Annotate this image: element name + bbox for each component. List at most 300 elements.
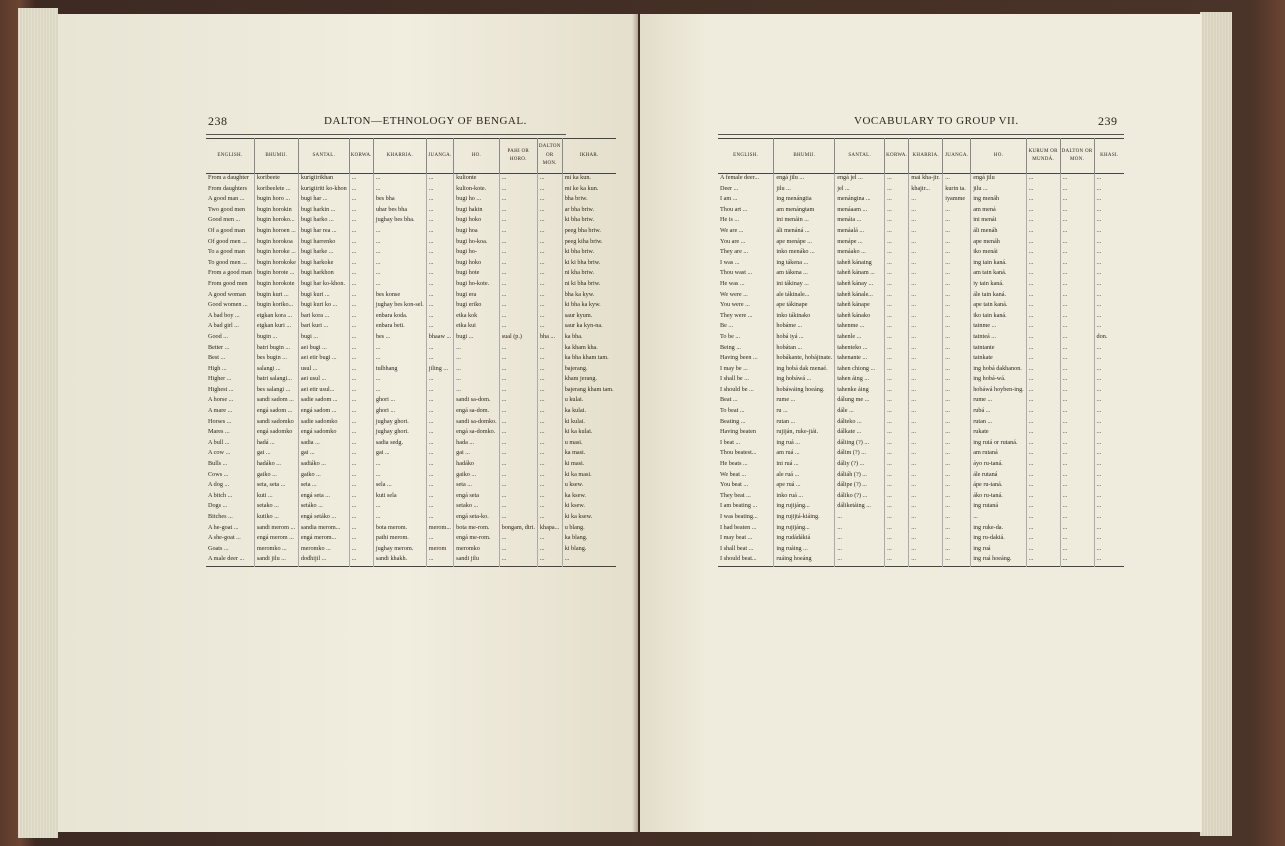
table-cell: menáaam ...	[835, 206, 885, 217]
table-cell: ...	[426, 238, 453, 249]
table-cell: A horse ...	[208, 396, 234, 404]
table-cell: ...	[943, 449, 971, 460]
table-cell: ...	[499, 291, 537, 302]
table-cell: ...	[943, 354, 971, 365]
table-row	[718, 407, 1124, 418]
table-cell: ...	[426, 407, 453, 418]
table-cell: ...	[537, 460, 562, 471]
table-cell: menáia ...	[835, 216, 885, 227]
table-cell: ...	[909, 428, 943, 439]
table-cell: bugi ho-kote.	[454, 280, 500, 291]
table-cell: ...	[885, 344, 909, 355]
table-cell: ...	[499, 216, 537, 227]
table-cell: kurin ta.	[943, 185, 971, 196]
table-cell: ...	[454, 375, 500, 386]
table-row	[718, 174, 1124, 185]
table-cell: ...	[1026, 280, 1060, 291]
table-row	[718, 291, 1124, 302]
table-cell: bugi hakin	[454, 206, 500, 217]
table-cell: ...	[1026, 513, 1060, 524]
table-cell: ...	[499, 206, 537, 217]
table-cell: ...	[349, 238, 373, 249]
table-cell: ...	[1060, 174, 1094, 185]
table-cell: ...	[454, 386, 500, 397]
table-cell: khajir...	[909, 185, 943, 196]
table-cell: ing tain kaná.	[971, 259, 1027, 270]
table-cell: setako ...	[454, 502, 500, 513]
table-cell: bugi hoko	[454, 216, 500, 227]
table-cell: menáako ...	[835, 248, 885, 259]
column-header: ENGLISH.	[217, 152, 243, 158]
table-cell: ...	[943, 428, 971, 439]
table-cell: bugi harkin ...	[298, 206, 349, 217]
table-cell: ...	[1094, 375, 1124, 386]
table-cell: meromko ...	[254, 545, 298, 556]
table-cell: sandi jilu	[454, 555, 500, 566]
table-cell: ...	[1094, 185, 1124, 196]
table-cell: ...	[835, 513, 885, 524]
table-cell: gaiko ...	[454, 471, 500, 482]
table-cell: taheñ kánale...	[835, 291, 885, 302]
table-cell: sadie sadom ...	[298, 396, 349, 407]
table-cell: Beating ...	[720, 417, 746, 425]
table-cell: merom	[426, 545, 453, 556]
table-cell: ...	[1060, 301, 1094, 312]
table-cell: ...	[1060, 375, 1094, 386]
table-cell: ...	[943, 396, 971, 407]
table-cell: You are ...	[720, 237, 746, 245]
table-cell: ...	[943, 386, 971, 397]
table-row	[718, 333, 1124, 344]
table-cell: bugin horoen ...	[254, 227, 298, 238]
table-cell: aei etir usul...	[298, 386, 349, 397]
table-cell: ...	[885, 460, 909, 471]
table-cell: ...	[499, 280, 537, 291]
table-cell: ...	[885, 407, 909, 418]
table-cell: ...	[349, 333, 373, 344]
table-cell: bugi har ko-khon.	[298, 280, 349, 291]
table-row	[206, 439, 616, 450]
table-cell: ...	[1026, 481, 1060, 492]
left-page-title: DALTON—ETHNOLOGY OF BENGAL.	[324, 115, 527, 127]
table-cell: jughay ghori.	[373, 428, 426, 439]
table-cell: ...	[1094, 502, 1124, 513]
table-cell: ing ruke-da.	[971, 524, 1027, 535]
table-cell: ...	[885, 502, 909, 513]
table-cell: ...	[1094, 386, 1124, 397]
table-cell: ...	[1094, 227, 1124, 238]
column-header: HO.	[454, 139, 500, 174]
table-cell: ...	[885, 206, 909, 217]
table-cell: ...	[349, 449, 373, 460]
table-cell: ...	[909, 439, 943, 450]
table-cell: engá sadomko	[254, 428, 298, 439]
table-row	[718, 502, 1124, 513]
table-row	[718, 365, 1124, 376]
table-cell: hobáme ...	[774, 322, 835, 333]
table-cell: ...	[909, 460, 943, 471]
left-page	[58, 14, 638, 832]
table-row	[206, 238, 616, 249]
table-cell: hadá ...	[254, 439, 298, 450]
table-cell: A bad boy ...	[208, 311, 240, 319]
table-cell: ...	[349, 174, 373, 185]
table-cell: ...	[499, 386, 537, 397]
table-cell: ...	[426, 216, 453, 227]
table-cell: ...	[426, 174, 453, 185]
table-cell: bugi ho ...	[454, 195, 500, 206]
table-row	[206, 291, 616, 302]
table-cell: Two good men	[208, 205, 246, 213]
table-cell: ...	[537, 312, 562, 323]
table-cell: ...	[537, 396, 562, 407]
table-cell: bugi hoa	[454, 227, 500, 238]
table-cell: iy tain kaná.	[971, 280, 1027, 291]
table-cell: We beat ...	[720, 470, 747, 478]
table-cell: ...	[373, 460, 426, 471]
table-cell: ...	[499, 354, 537, 365]
table-cell: ...	[1094, 418, 1124, 429]
table-cell: ...	[1094, 195, 1124, 206]
table-cell: bugin horoke ...	[254, 248, 298, 259]
table-cell: ape tákinape	[774, 301, 835, 312]
table-cell: merom...	[426, 524, 453, 535]
table-cell: ...	[909, 386, 943, 397]
table-cell: ghori ...	[373, 407, 426, 418]
table-cell: ...	[537, 481, 562, 492]
table-cell: ...	[1026, 460, 1060, 471]
table-cell: ...	[1026, 396, 1060, 407]
table-cell: I had beaten ...	[720, 523, 757, 531]
left-header-row	[206, 139, 616, 174]
table-cell: engá sa-dom.	[454, 407, 500, 418]
table-cell: bugin horokote	[254, 280, 298, 291]
table-cell: ...	[373, 375, 426, 386]
column-header: ENGLISH.	[733, 152, 759, 158]
table-cell: ...	[537, 238, 562, 249]
table-row	[206, 545, 616, 556]
table-cell: ...	[885, 471, 909, 482]
table-cell: ...	[1094, 471, 1124, 482]
table-cell: ...	[537, 354, 562, 365]
table-cell: ing hobá-wá.	[971, 375, 1027, 386]
table-cell: bugi hote	[454, 269, 500, 280]
table-cell: ...	[885, 216, 909, 227]
table-cell: ...	[349, 471, 373, 482]
table-row	[718, 396, 1124, 407]
table-row	[718, 216, 1124, 227]
table-cell: ...	[426, 386, 453, 397]
table-cell: engá seta-ko.	[454, 513, 500, 524]
table-cell: ...	[1026, 449, 1060, 460]
right-page-title: VOCABULARY TO GROUP VII.	[854, 115, 1019, 127]
table-cell: ...	[499, 418, 537, 429]
table-cell: khapa...	[537, 524, 562, 535]
table-cell: ...	[1060, 502, 1094, 513]
table-cell: ...	[1060, 481, 1094, 492]
table-cell: ...	[349, 407, 373, 418]
table-cell: ...	[499, 185, 537, 196]
table-cell: ...	[499, 481, 537, 492]
table-cell: bes bugin ...	[254, 354, 298, 365]
table-cell: ...	[373, 238, 426, 249]
table-cell: ...	[426, 185, 453, 196]
table-cell: To beat ...	[720, 407, 745, 415]
table-cell: kuti ...	[254, 492, 298, 503]
table-cell: ki ki bha briw.	[562, 259, 615, 270]
table-cell: ...	[426, 428, 453, 439]
table-cell: ki masi.	[562, 460, 615, 471]
table-row	[206, 280, 616, 291]
table-cell: seta, seta ...	[254, 481, 298, 492]
table-cell: ...	[1060, 206, 1094, 217]
column-header: BHUMIJ.	[254, 139, 298, 174]
table-cell: ...	[499, 513, 537, 524]
table-cell: ...	[349, 365, 373, 376]
table-row	[718, 439, 1124, 450]
table-cell: ápe ru-taná.	[971, 481, 1027, 492]
table-cell: u blang.	[562, 524, 615, 535]
table-cell: ing menáh	[971, 195, 1027, 206]
table-cell: aei etir bugi ...	[298, 354, 349, 365]
table-cell: ...	[426, 439, 453, 450]
table-cell: sadia sedg.	[373, 439, 426, 450]
table-cell: bugin horoko...	[254, 216, 298, 227]
table-cell: tulbhang	[373, 365, 426, 376]
table-row	[718, 269, 1124, 280]
table-cell: ...	[943, 555, 971, 566]
table-cell: menángina ...	[835, 195, 885, 206]
column-header: BHUMIJ.	[774, 139, 835, 174]
table-cell: bes ...	[373, 333, 426, 344]
table-cell: ...	[349, 524, 373, 535]
table-cell: ...	[1060, 216, 1094, 227]
table-cell: ...	[943, 280, 971, 291]
table-cell: tahenante ...	[835, 354, 885, 365]
column-header: KHASI.	[1094, 139, 1124, 174]
table-cell: Bitches ...	[208, 513, 233, 520]
table-cell: ing rujijáng...	[774, 524, 835, 535]
table-cell: engá setáko ...	[298, 513, 349, 524]
table-cell: ...	[454, 365, 500, 376]
table-cell: ...	[1094, 460, 1124, 471]
table-cell: seta ...	[298, 481, 349, 492]
table-cell: ...	[1026, 291, 1060, 302]
table-cell: ...	[537, 449, 562, 460]
table-cell: Thou art ...	[720, 205, 748, 213]
table-cell: engá jel ...	[835, 174, 885, 185]
table-cell: ...	[1026, 259, 1060, 270]
table-cell: ...	[1026, 312, 1060, 323]
table-cell: dáliketáing ...	[835, 502, 885, 513]
table-cell: ...	[943, 291, 971, 302]
table-cell: bugi era	[454, 291, 500, 302]
table-cell: ...	[537, 439, 562, 450]
table-cell: ...	[349, 248, 373, 259]
table-cell: ...	[885, 524, 909, 535]
table-cell: ...	[373, 344, 426, 355]
table-cell: ...	[537, 375, 562, 386]
table-cell: bha ka kyw.	[562, 291, 615, 302]
table-cell: ...	[943, 407, 971, 418]
table-cell: ...	[349, 206, 373, 217]
table-cell: ...	[1094, 481, 1124, 492]
table-cell: iko menái	[971, 248, 1027, 259]
table-cell: ...	[1026, 301, 1060, 312]
table-cell: rutan ...	[774, 418, 835, 429]
table-cell: ...	[943, 534, 971, 545]
table-row	[718, 428, 1124, 439]
table-cell: ...	[499, 460, 537, 471]
table-cell: Highest ...	[208, 385, 234, 393]
table-row	[206, 407, 616, 418]
table-cell: ...	[885, 396, 909, 407]
table-cell: ...	[537, 280, 562, 291]
table-cell: kuti sela	[373, 492, 426, 503]
table-cell: A he-goat ...	[208, 523, 239, 531]
table-row	[718, 524, 1124, 535]
table-cell: mi ka kun.	[562, 174, 615, 185]
table-row	[718, 492, 1124, 503]
table-cell: ape tain kaná.	[971, 301, 1027, 312]
table-row	[206, 259, 616, 270]
table-cell: ...	[426, 291, 453, 302]
table-cell: ...	[909, 269, 943, 280]
table-cell: ...	[426, 502, 453, 513]
table-cell: ruáing hoeáng	[774, 555, 835, 566]
table-cell: ...	[909, 301, 943, 312]
table-row	[206, 206, 616, 217]
table-cell: u kulai.	[562, 396, 615, 407]
table-cell: tahenme ...	[835, 322, 885, 333]
table-cell: ...	[885, 418, 909, 429]
table-cell: They were ...	[720, 311, 753, 319]
table-row	[718, 259, 1124, 270]
table-cell: ...	[537, 248, 562, 259]
table-cell: ka bha.	[562, 333, 615, 344]
table-cell: bugin kuri ...	[254, 291, 298, 302]
table-cell: ...	[426, 555, 453, 566]
table-cell: To a good man	[208, 248, 245, 256]
table-cell: ...	[1026, 354, 1060, 365]
table-cell: dálung me ...	[835, 396, 885, 407]
table-cell: bugi ho-	[454, 248, 500, 259]
table-cell: jilu ...	[774, 185, 835, 196]
table-cell: ...	[1060, 545, 1094, 556]
table-cell: ...	[909, 216, 943, 227]
left-vocab-table	[206, 138, 616, 567]
table-cell: tahenle ...	[835, 333, 885, 344]
table-cell: ...	[885, 492, 909, 503]
table-cell: ...	[349, 534, 373, 545]
table-row	[718, 545, 1124, 556]
table-cell: ...	[943, 206, 971, 217]
table-cell: ...	[349, 513, 373, 524]
table-cell: taheñ kánay ...	[835, 280, 885, 291]
table-cell: ...	[373, 185, 426, 196]
table-cell: ...	[1094, 449, 1124, 460]
table-cell: ...	[909, 312, 943, 323]
table-cell: taintante	[971, 344, 1027, 355]
table-cell: ...	[537, 174, 562, 185]
table-cell: ...	[1094, 439, 1124, 450]
table-cell: ...	[943, 439, 971, 450]
table-cell: ...	[1026, 407, 1060, 418]
table-cell: You beat ...	[720, 481, 749, 489]
table-row	[206, 248, 616, 259]
table-cell: ...	[943, 502, 971, 513]
table-cell: ing ru-dakiá.	[971, 534, 1027, 545]
table-row	[206, 449, 616, 460]
table-cell: ...	[943, 471, 971, 482]
table-cell: ...	[885, 280, 909, 291]
table-cell: ...	[943, 174, 971, 185]
table-cell: Bulls ...	[208, 460, 228, 468]
table-cell: ...	[1026, 206, 1060, 217]
table-cell: ...	[909, 365, 943, 376]
table-cell: taheñ kánam ...	[835, 269, 885, 280]
table-cell: ing ruá ...	[774, 439, 835, 450]
table-cell: Thou beatest...	[720, 449, 757, 457]
table-cell: ka blang.	[562, 534, 615, 545]
table-row	[206, 471, 616, 482]
table-cell: hadáko ...	[254, 460, 298, 471]
table-cell: ...	[943, 248, 971, 259]
table-cell: ...	[1094, 428, 1124, 439]
table-cell: ...	[1094, 280, 1124, 291]
table-cell: ...	[1060, 322, 1094, 333]
table-row	[206, 386, 616, 397]
table-cell: ...	[426, 344, 453, 355]
table-cell: taheñ kánaing	[835, 259, 885, 270]
table-cell: ...	[1026, 418, 1060, 429]
table-cell: ...	[835, 555, 885, 566]
table-cell: dálkate ...	[835, 428, 885, 439]
table-cell: ...	[426, 269, 453, 280]
table-cell: ...	[943, 238, 971, 249]
table-cell: ...	[349, 216, 373, 227]
table-cell: ...	[885, 513, 909, 524]
table-cell: ghori ...	[373, 396, 426, 407]
table-cell: tahenteko ...	[835, 344, 885, 355]
table-cell: batri salangi...	[254, 375, 298, 386]
table-cell: Goats ...	[208, 544, 229, 552]
table-cell: ...	[499, 344, 537, 355]
table-cell: To be ...	[720, 332, 741, 340]
table-cell: ...	[537, 216, 562, 227]
table-cell: ki bha briw.	[562, 216, 615, 227]
table-cell: ...	[1060, 534, 1094, 545]
table-cell: ...	[943, 365, 971, 376]
table-cell: saur kyum.	[562, 312, 615, 323]
table-cell: ...	[349, 481, 373, 492]
table-cell: Being ...	[720, 343, 741, 351]
table-cell: ...	[1060, 227, 1094, 238]
table-cell: I may beat ...	[720, 534, 753, 542]
table-cell: mai kha-jir.	[909, 174, 943, 185]
table-cell: ...	[835, 545, 885, 556]
table-cell: engá jilu ...	[774, 174, 835, 185]
table-cell: Good ...	[208, 332, 228, 340]
table-cell: ...	[885, 185, 909, 196]
table-cell: A male deer ...	[208, 555, 245, 563]
table-cell: bongam, diri.	[499, 524, 537, 535]
table-cell: tainme ...	[971, 322, 1027, 333]
table-cell: ...	[1094, 407, 1124, 418]
table-cell: enbara koda.	[373, 312, 426, 323]
table-cell: ...	[909, 322, 943, 333]
table-cell: sandi sadomko	[254, 418, 298, 429]
